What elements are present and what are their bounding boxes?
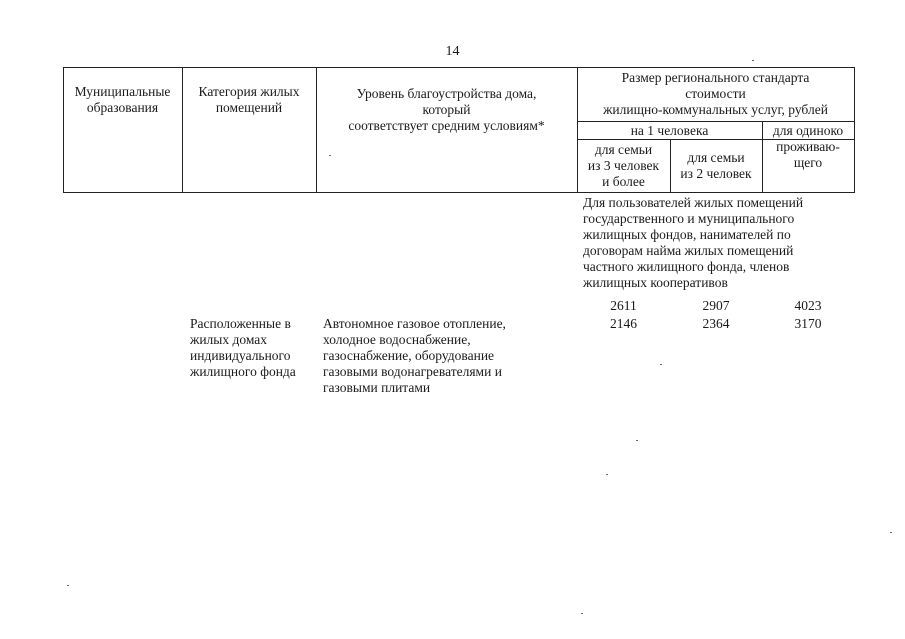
- header-family-2: для семьи из 2 человек: [680, 150, 752, 181]
- value-single: 3170: [794, 316, 822, 331]
- value-single: 4023: [794, 298, 822, 313]
- value-family-2: 2907: [702, 298, 730, 313]
- users-note: Для пользователей жилых помещений государственного и муниципального жилищных фондов, нанимателей по договорам найма жилых помещений частного жилищного фонда, членов жилищных кооперативов: [583, 195, 804, 290]
- header-per-person: на 1 человека: [630, 123, 709, 138]
- page-number: 14: [445, 44, 460, 59]
- header-municipal: Муниципальные образования: [74, 84, 171, 115]
- header-standard-size: Размер регионального стандарта стоимости жилищно-коммунальных услуг, рублей: [603, 70, 828, 117]
- row-amenity: Автономное газовое отопление, холодное водоснабжение, газоснабжение, оборудование газовыми водонагревателями и газовыми плитами: [323, 316, 506, 395]
- header-family-3: для семьи из 3 человек и более: [587, 142, 660, 189]
- header-category: Категория жилых помещений: [198, 84, 300, 115]
- value-family-3: 2146: [610, 316, 637, 331]
- value-family-2: 2364: [702, 316, 730, 331]
- row-category: Расположенные в жилых домах индивидуального жилищного фонда: [190, 316, 296, 379]
- header-single-resident: для одиноко проживаю- щего: [772, 123, 844, 170]
- header-amenity-level: Уровень благоустройства дома, который соответствует средним условиям*: [348, 86, 545, 133]
- value-family-3: 2611: [610, 298, 637, 313]
